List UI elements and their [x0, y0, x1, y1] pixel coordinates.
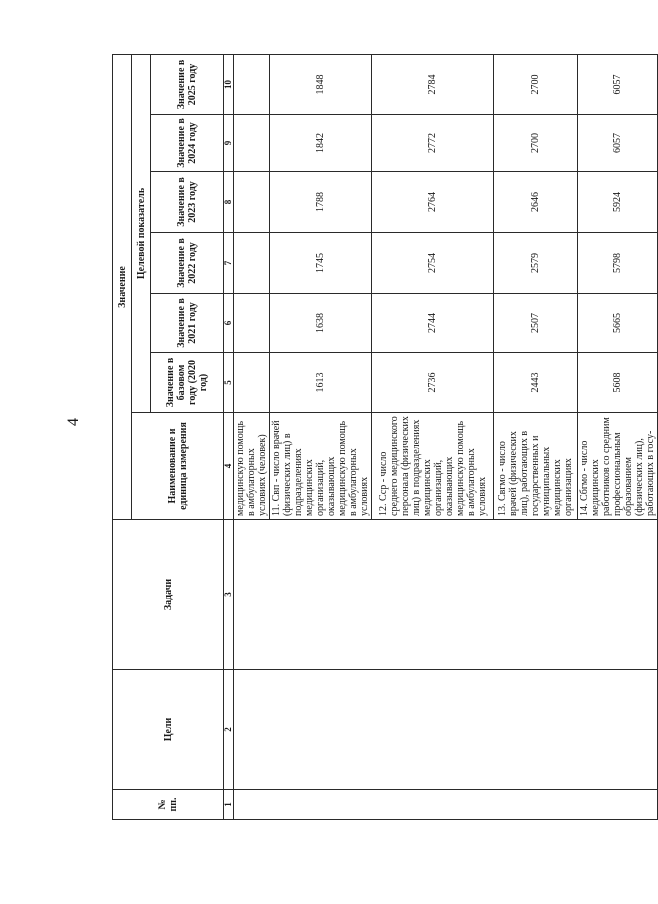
value-2023: 5924: [578, 172, 658, 233]
value-2020: 1613: [270, 353, 372, 413]
table-row: [234, 54, 270, 819]
value-2020: 2443: [494, 353, 578, 413]
value-2021: 2744: [372, 294, 494, 353]
value-2023: 2764: [372, 172, 494, 233]
value-2025: [234, 54, 270, 114]
value-2022: 1745: [270, 233, 372, 294]
column-numbers-row: [224, 54, 234, 819]
indicator-name: 14. Сбгмо - число медицинских работников со средним профессиональным образованием (физических лиц), работающих в госу-: [578, 413, 658, 520]
header-tasks: Задачи: [113, 520, 224, 670]
column-number: 1: [224, 790, 234, 820]
column-number: 9: [224, 115, 234, 172]
header-year-2023: Значение в 2023 году: [151, 172, 224, 233]
indicator-name: 11. Свп - число врачей (физических лиц) в подразделениях медицинских организаций, оказывающих медицинскую помощь в амбулаторных условиях: [270, 413, 372, 520]
indicator-name: медицинскую помощь в амбулаторных условиях (человек): [234, 413, 270, 520]
value-2025: 2700: [494, 54, 578, 114]
header-year-2022: Значение в 2022 году: [151, 233, 224, 294]
header-value: Значение: [113, 54, 132, 519]
value-2023: 1788: [270, 172, 372, 233]
value-2021: 5665: [578, 294, 658, 353]
header-year-2024: Значение в 2024 году: [151, 115, 224, 172]
rotated-table-container: [112, 55, 656, 820]
header-year-2021: Значение в 2021 году: [151, 294, 224, 353]
value-2024: 6057: [578, 115, 658, 172]
value-2022: 2579: [494, 233, 578, 294]
value-2025: 6057: [578, 54, 658, 114]
column-number: 6: [224, 294, 234, 353]
page-number: 4: [65, 418, 82, 426]
header-year-2025: Значение в 2025 году: [151, 54, 224, 114]
header-year-2020: Значение в базовом году (2020 год): [151, 353, 224, 413]
column-number: 10: [224, 54, 234, 114]
indicator-name: 13. Свгмо - число врачей (физических лиц), работающих в государственных и муниципальных медицинских организациях: [494, 413, 578, 520]
value-2021: 1638: [270, 294, 372, 353]
value-2021: [234, 294, 270, 353]
column-number: 8: [224, 172, 234, 233]
value-2020: 5608: [578, 353, 658, 413]
value-2024: 2700: [494, 115, 578, 172]
column-number: 3: [224, 520, 234, 670]
header-goals: Цели: [113, 670, 224, 790]
cell-goals: [234, 670, 658, 790]
column-number: 4: [224, 413, 234, 520]
cell-no: [234, 790, 658, 820]
value-2025: 1848: [270, 54, 372, 114]
value-2023: 2646: [494, 172, 578, 233]
value-2022: 5798: [578, 233, 658, 294]
value-2020: 2736: [372, 353, 494, 413]
header-indicator-name: Наименование и единица измерения: [132, 413, 224, 520]
value-2025: 2784: [372, 54, 494, 114]
value-2024: [234, 115, 270, 172]
value-2024: 1842: [270, 115, 372, 172]
value-2022: [234, 233, 270, 294]
value-2022: 2754: [372, 233, 494, 294]
cell-tasks: [234, 520, 658, 670]
value-2021: 2507: [494, 294, 578, 353]
value-2020: [234, 353, 270, 413]
header-no: № пп.: [113, 790, 224, 820]
column-number: 5: [224, 353, 234, 413]
indicator-name: 12. Сср - число среднего медицинского персонала (физических лиц) в подразделениях медицинских организаций, оказывающих медицинскую помощь в амбулаторных условиях: [372, 413, 494, 520]
column-number: 2: [224, 670, 234, 790]
value-2024: 2772: [372, 115, 494, 172]
value-2023: [234, 172, 270, 233]
indicators-table: [112, 54, 658, 820]
header-target: Целевой показатель: [132, 54, 151, 412]
column-number: 7: [224, 233, 234, 294]
